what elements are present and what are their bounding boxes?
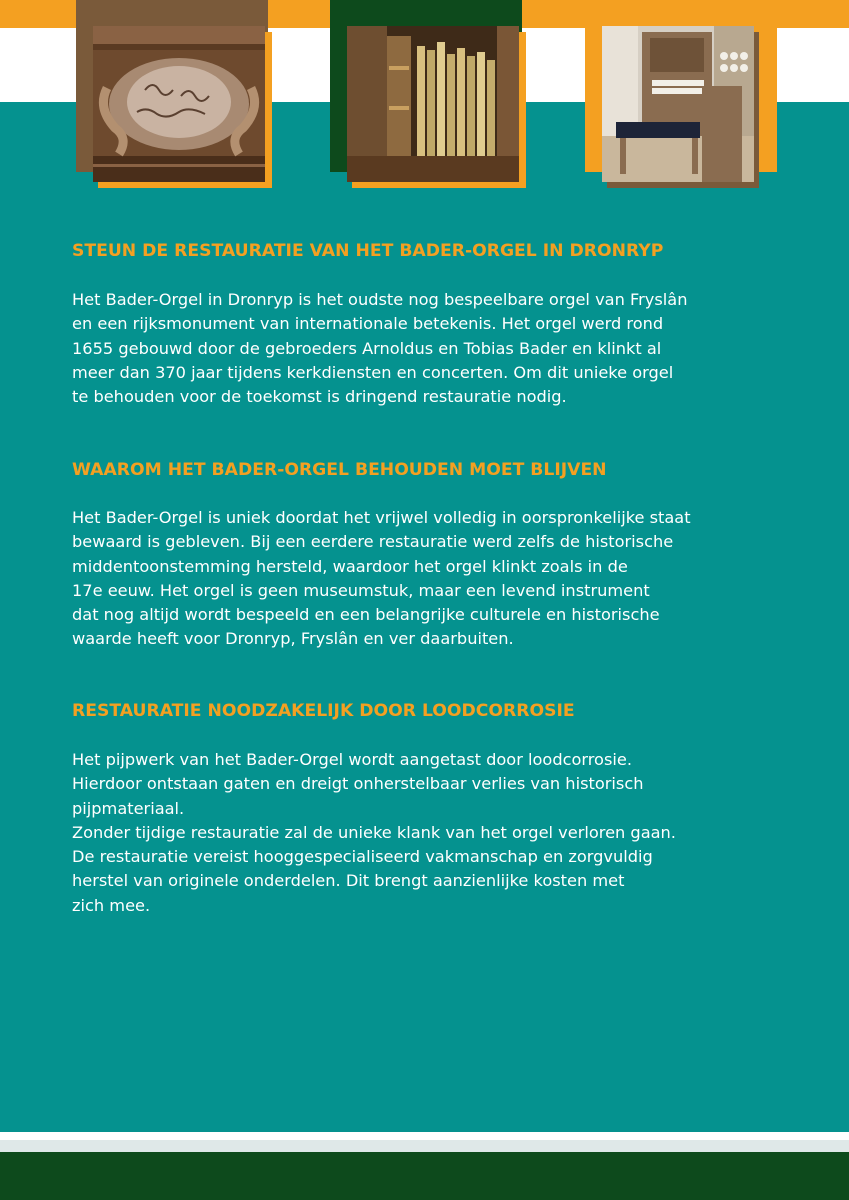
body-line: 17e eeuw. Het orgel is geen museumstuk, maar een levend instrument	[72, 580, 650, 600]
section-title: WAAROM HET BADER-ORGEL BEHOUDEN MOET BLIJVEN	[72, 460, 607, 480]
body-line: 1655 gebouwd door de gebroeders Arnoldus en Tobias Bader en klinkt al	[72, 338, 662, 358]
footer-grey-stripe	[0, 1140, 849, 1152]
body-line: meer dan 370 jaar tijdens kerkdiensten en concerten. Om dit unieke orgel	[72, 362, 674, 382]
body-line: Het Bader-Orgel is uniek doordat het vrijwel volledig in oorspronkelijke staat	[72, 508, 691, 527]
body-line: dat nog altijd wordt bespeeld en een belangrijke culturele en historische	[72, 605, 660, 625]
body-line: en een rijksmonument van internationale betekenis. Het orgel werd rond	[72, 314, 664, 334]
body-line: waarde heeft voor Dronryp, Fryslân en ver daarbuiten.	[72, 629, 514, 649]
footer-white-stripe	[0, 1132, 849, 1140]
section-title: STEUN DE RESTAURATIE VAN HET BADER-ORGEL IN DRONRYP	[72, 241, 664, 261]
photo-carved-medallion	[93, 26, 265, 182]
footer-green-band	[0, 1152, 849, 1200]
photo-organ-console-bench	[602, 26, 754, 182]
body-line: pijpmateriaal.	[72, 798, 185, 818]
body-line: te behouden voor de toekomst is dringend restauratie nodig.	[72, 387, 567, 407]
section-body	[72, 288, 787, 409]
section-title: RESTAURATIE NOODZAKELIJK DOOR LOODCORROSIE	[72, 701, 575, 721]
photo-organ-case-pipes	[347, 26, 519, 182]
body-line: herstel van originele onderdelen. Dit brengt aanzienlijke kosten met	[72, 871, 625, 891]
body-line: De restauratie vereist hooggespecialiseerd vakmanschap en zorgvuldig	[72, 847, 653, 867]
section-body	[72, 506, 787, 652]
section-body	[72, 748, 787, 918]
body-line: middentoonstemming hersteld, waardoor het orgel klinkt zoals in de	[72, 556, 628, 576]
body-line: zich mee.	[72, 895, 151, 915]
body-line: Het Bader-Orgel in Dronryp is het oudste nog bespeelbare orgel van Fryslân	[72, 290, 688, 309]
body-line: Zonder tijdige restauratie zal de unieke klank van het orgel verloren gaan.	[72, 822, 676, 842]
body-line: bewaard is gebleven. Bij een eerdere restauratie werd zelfs de historische	[72, 532, 674, 552]
body-line: Hierdoor ontstaan gaten en dreigt onherstelbaar verlies van historisch	[72, 774, 644, 794]
body-line: Het pijpwerk van het Bader-Orgel wordt aangetast door loodcorrosie.	[72, 750, 633, 769]
